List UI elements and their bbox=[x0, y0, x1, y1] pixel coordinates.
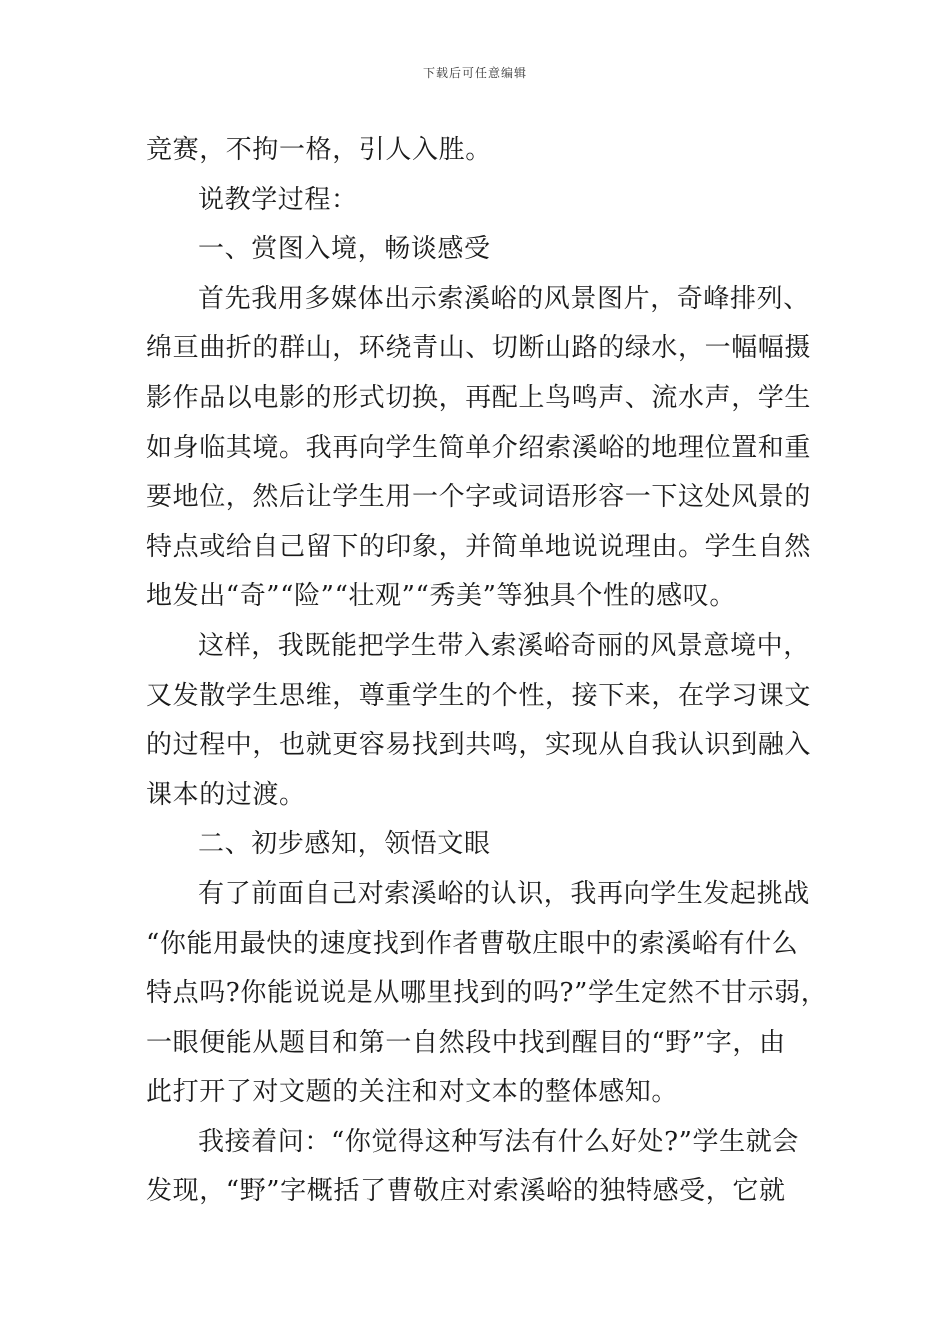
text-line: 首先我用多媒体出示索溪峪的风景图片，奇峰排列、 bbox=[198, 283, 810, 314]
text-line: 影作品以电影的形式切换，再配上鸟鸣声、流水声，学生 bbox=[146, 382, 812, 413]
text-line: 又发散学生思维，尊重学生的个性，接下来，在学习课文 bbox=[146, 680, 812, 711]
text-line: 一眼便能从题目和第一自然段中找到醒目的“野”字，由 bbox=[146, 1027, 786, 1058]
text-line: “你能用最快的速度找到作者曹敬庄眼中的索溪峪有什么 bbox=[146, 928, 799, 959]
text-line: 我接着问：“你觉得这种写法有什么好处?”学生就会 bbox=[198, 1126, 799, 1157]
text-line: 课本的过渡。 bbox=[146, 779, 306, 810]
section-heading: 一、赏图入境，畅谈感受 bbox=[198, 234, 491, 265]
text-line: 说教学过程： bbox=[198, 184, 358, 215]
text-line: 绵亘曲折的群山，环绕青山、切断山路的绿水，一幅幅摄 bbox=[146, 333, 812, 364]
document-body bbox=[146, 126, 826, 1217]
text-line: 的过程中，也就更容易找到共鸣，实现从自我认识到融入 bbox=[146, 730, 812, 761]
text-line: 地发出“奇”“险”“壮观”“秀美”等独具个性的感叹。 bbox=[146, 581, 736, 612]
text-line: 特点吗?你能说说是从哪里找到的吗?”学生定然不甘示弱， bbox=[146, 978, 828, 1009]
text-line: 发现，“野”字概括了曹敬庄对索溪峪的独特感受，它就 bbox=[146, 1176, 786, 1207]
text-line: 特点或给自己留下的印象，并简单地说说理由。学生自然 bbox=[146, 531, 812, 562]
text-line: 要地位，然后让学生用一个字或词语形容一下这处风景的 bbox=[146, 482, 812, 513]
section-heading: 二、初步感知，领悟文眼 bbox=[198, 829, 491, 860]
text-line: 竞赛，不拘一格，引人入胜。 bbox=[146, 135, 492, 165]
text-line: 如身临其境。我再向学生简单介绍索溪峪的地理位置和重 bbox=[146, 432, 812, 463]
text-line: 此打开了对文题的关注和对文本的整体感知。 bbox=[146, 1077, 679, 1108]
text-line: 有了前面自己对索溪峪的认识，我再向学生发起挑战 bbox=[198, 878, 810, 909]
text-line: 这样，我既能把学生带入索溪峪奇丽的风景意境中， bbox=[198, 630, 810, 661]
page-header: 下载后可任意编辑 bbox=[422, 66, 527, 80]
